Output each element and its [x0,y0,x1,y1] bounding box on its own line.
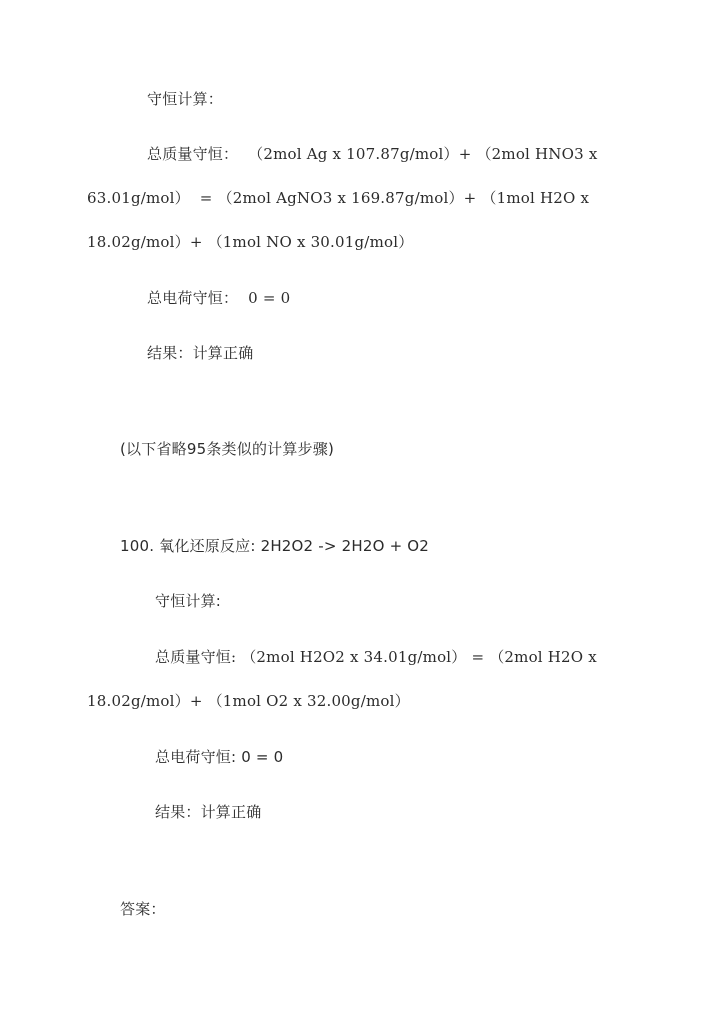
charge-conservation-100-line: 总电荷守恒: 0 = 0 [155,748,284,766]
result-100-line: 结果：计算正确 [155,803,262,821]
conservation-heading: 守恒计算： [147,90,224,108]
mass-conservation-100-line-2: 18.02g/mol）+ （1mol O2 x 32.00g/mol） [87,692,410,710]
reaction-100-title: 100. 氧化还原反应: 2H2O2 -> 2H2O + O2 [120,537,430,555]
mass-conservation-line-1: 总质量守恒： （2mol Ag x 107.87g/mol）+ （2mol HNO3 x [147,145,598,163]
mass-conservation-100-line-1: 总质量守恒: （2mol H2O2 x 34.01g/mol） = （2mol H2O x [155,648,597,666]
mass-conservation-line-2: 63.01g/mol） = （2mol AgNO3 x 169.87g/mol）+ （1mol H2O x [87,189,590,207]
omitted-steps-note: (以下省略95条类似的计算步骤) [120,440,334,458]
mass-conservation-line-3: 18.02g/mol）+ （1mol NO x 30.01g/mol） [87,233,414,251]
conservation-heading-100: 守恒计算: [155,592,222,610]
charge-conservation-line: 总电荷守恒： 0 = 0 [147,289,291,307]
answer-label: 答案： [120,900,166,918]
result-line: 结果：计算正确 [147,344,254,362]
